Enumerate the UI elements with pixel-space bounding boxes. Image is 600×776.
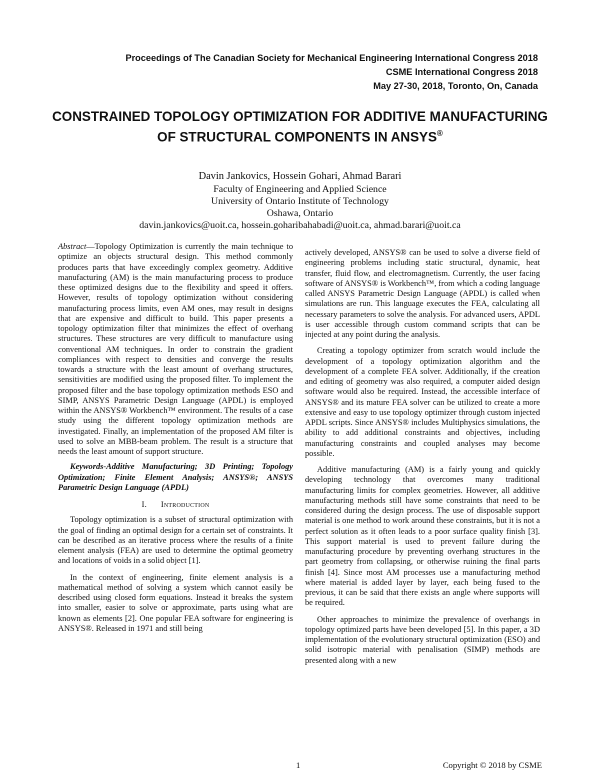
page-number: 1	[296, 760, 301, 770]
date-location-line: May 27-30, 2018, Toronto, On, Canada	[373, 81, 538, 91]
right-paragraph-2: Creating a topology optimizer from scratch would include the development of a topology optimization algorithm and the development of a complete FEA solver. Additionally, if the creation and editing of geometry was also required, a computer aided design software would also be required. Instead, the accessible interface of ANSYS® and its mature FEA solver can be utilized to create a more extensive and easy to use topology optimizer through custom injected APDL scripts. Since ANSYS® includes Multiphysics simulations, the ability to add additional constraints and objectives, including manufacturing constraints and coupled analyses may become possible.	[305, 346, 540, 458]
paper-title	[40, 108, 560, 145]
title-line-1: CONSTRAINED TOPOLOGY OPTIMIZATION FOR ADDITIVE MANUFACTURING	[52, 109, 548, 124]
abstract-text: —Topology Optimization is currently the main technique to optimize an objects structural design. This method commonly produces parts that have exceedingly complex geometry. Additive manufacturing (AM) is the main manufacturing process to produce these optimized designs due to the flexibility and speed it offers. However, results of topology optimization without considering manufacturing process limits, even AM ones, may result in designs that are expensive and difficult to build. This paper presents a topology optimization filter that minimizes the effect of overhang structures. These structures are very difficult to manufacture using conventional AM techniques. In order to constrain the gradient compliances with respect to densities and converge the results towards a structure with the least amount of overhang structures, sensitivities are modified using the proposed filter. To implement the proposed filter and the base topology optimization methods ESO and SIMP, ANSYS Parametric Design Language (APDL) is employed within the ANSYS® Workbench™ environment. The results of a case study using the different topology optimization methods are investigated. Finally, an implementation of the proposed AM filter is used to solve an MBB-beam problem. The result is a structure that needs the least amount of support structure.	[58, 242, 293, 456]
registered-mark: ®	[436, 129, 443, 138]
section-heading	[58, 500, 293, 510]
right-column	[305, 248, 540, 666]
author-emails: davin.jankovics@uoit.ca, hossein.goharibahabadi@uoit.ca, ahmad.barari@uoit.ca	[139, 220, 461, 231]
author-block	[40, 171, 560, 232]
section-title: Introduction	[160, 500, 210, 509]
copyright: Copyright © 2018 by CSME	[442, 760, 542, 770]
right-paragraph-3: Additive manufacturing (AM) is a fairly young and quickly developing technology that overcomes many traditional manufacturing limits for complex geometries. However, all additive manufacturing methods still have some constraints that need to be considered during the design process. The use of disposable support material is one method to work around these constraints, but it is not a perfect solution as it often leads to a poor surface quality finish [3]. This support material is used to prevent failure during the manufacturing procedure by preventing overhang structures in the part geometry from collapsing, or otherwise ruining the final parts finish [4]. Since most AM processes use a manufacturing method where material is added layer by layer, each being fused to the previous, it can be said that there exists an angle where supports will be required.	[305, 465, 540, 608]
congress-line: CSME International Congress 2018	[385, 67, 538, 77]
left-column	[58, 242, 293, 634]
author-names: Davin Jankovics, Hossein Gohari, Ahmad Barari	[198, 171, 402, 182]
right-paragraph-1: actively developed, ANSYS® can be used to solve a diverse field of engineering problems including static structural, dynamic, heat transfer, fluid flow, and electromagnetism. Currently, the user facing software of ANSYS® is Workbench™, from which a coding language called ANSYS Parametric Design Language (APDL) is called when simulations are run. This language executes the FEA, calculating all necessary parameters to solve the analysis. For advanced users, APDL is user accessible through custom command scripts that can be injected at any point during the analysis.	[305, 248, 540, 339]
intro-paragraph-1: Topology optimization is a subset of structural optimization with the goal of finding an optimal design for a certain set of constraints. It can be described as an iterative process where the results of a finite element analysis (FEA) are used to determine the optimal geometry and locations of voids in a solid object [1].	[58, 515, 293, 566]
title-line-2-text: OF STRUCTURAL COMPONENTS IN ANSYS	[157, 129, 437, 145]
author-city: Oshawa, Ontario	[266, 208, 334, 219]
proceedings-line: Proceedings of The Canadian Society for Mechanical Engineering International Congress 2018	[125, 53, 538, 63]
section-number: I.	[141, 500, 147, 509]
keywords: Keywords-Additive Manufacturing; 3D Printing; Topology Optimization; Finite Element Analysis; ANSYS®; ANSYS Parametric Design Language (APDL)	[58, 462, 293, 492]
right-paragraph-4: Other approaches to minimize the prevalence of overhangs in topology optimized parts have been developed [5]. In this paper, a 3D implementation of the evolutionary structural optimization (ESO) and solid isotropic material with penalisation (SIMP) methods are presented along with a new	[305, 614, 540, 665]
abstract-lead: Abstract	[58, 242, 87, 251]
intro-paragraph-2: In the context of engineering, finite element analysis is a mathematical method of solving a system which cannot easily be described using closed form equations. Instead it breaks the system into smaller, easier to solve or approximate, parts using what are known as elements [2]. One popular FEA software for engineering is ANSYS®. Released in 1971 and still being	[58, 572, 293, 633]
author-university: University of Ontario Institute of Technology	[211, 196, 389, 207]
abstract	[58, 242, 293, 457]
author-faculty: Faculty of Engineering and Applied Science	[213, 184, 387, 195]
title-line-2	[40, 125, 560, 145]
